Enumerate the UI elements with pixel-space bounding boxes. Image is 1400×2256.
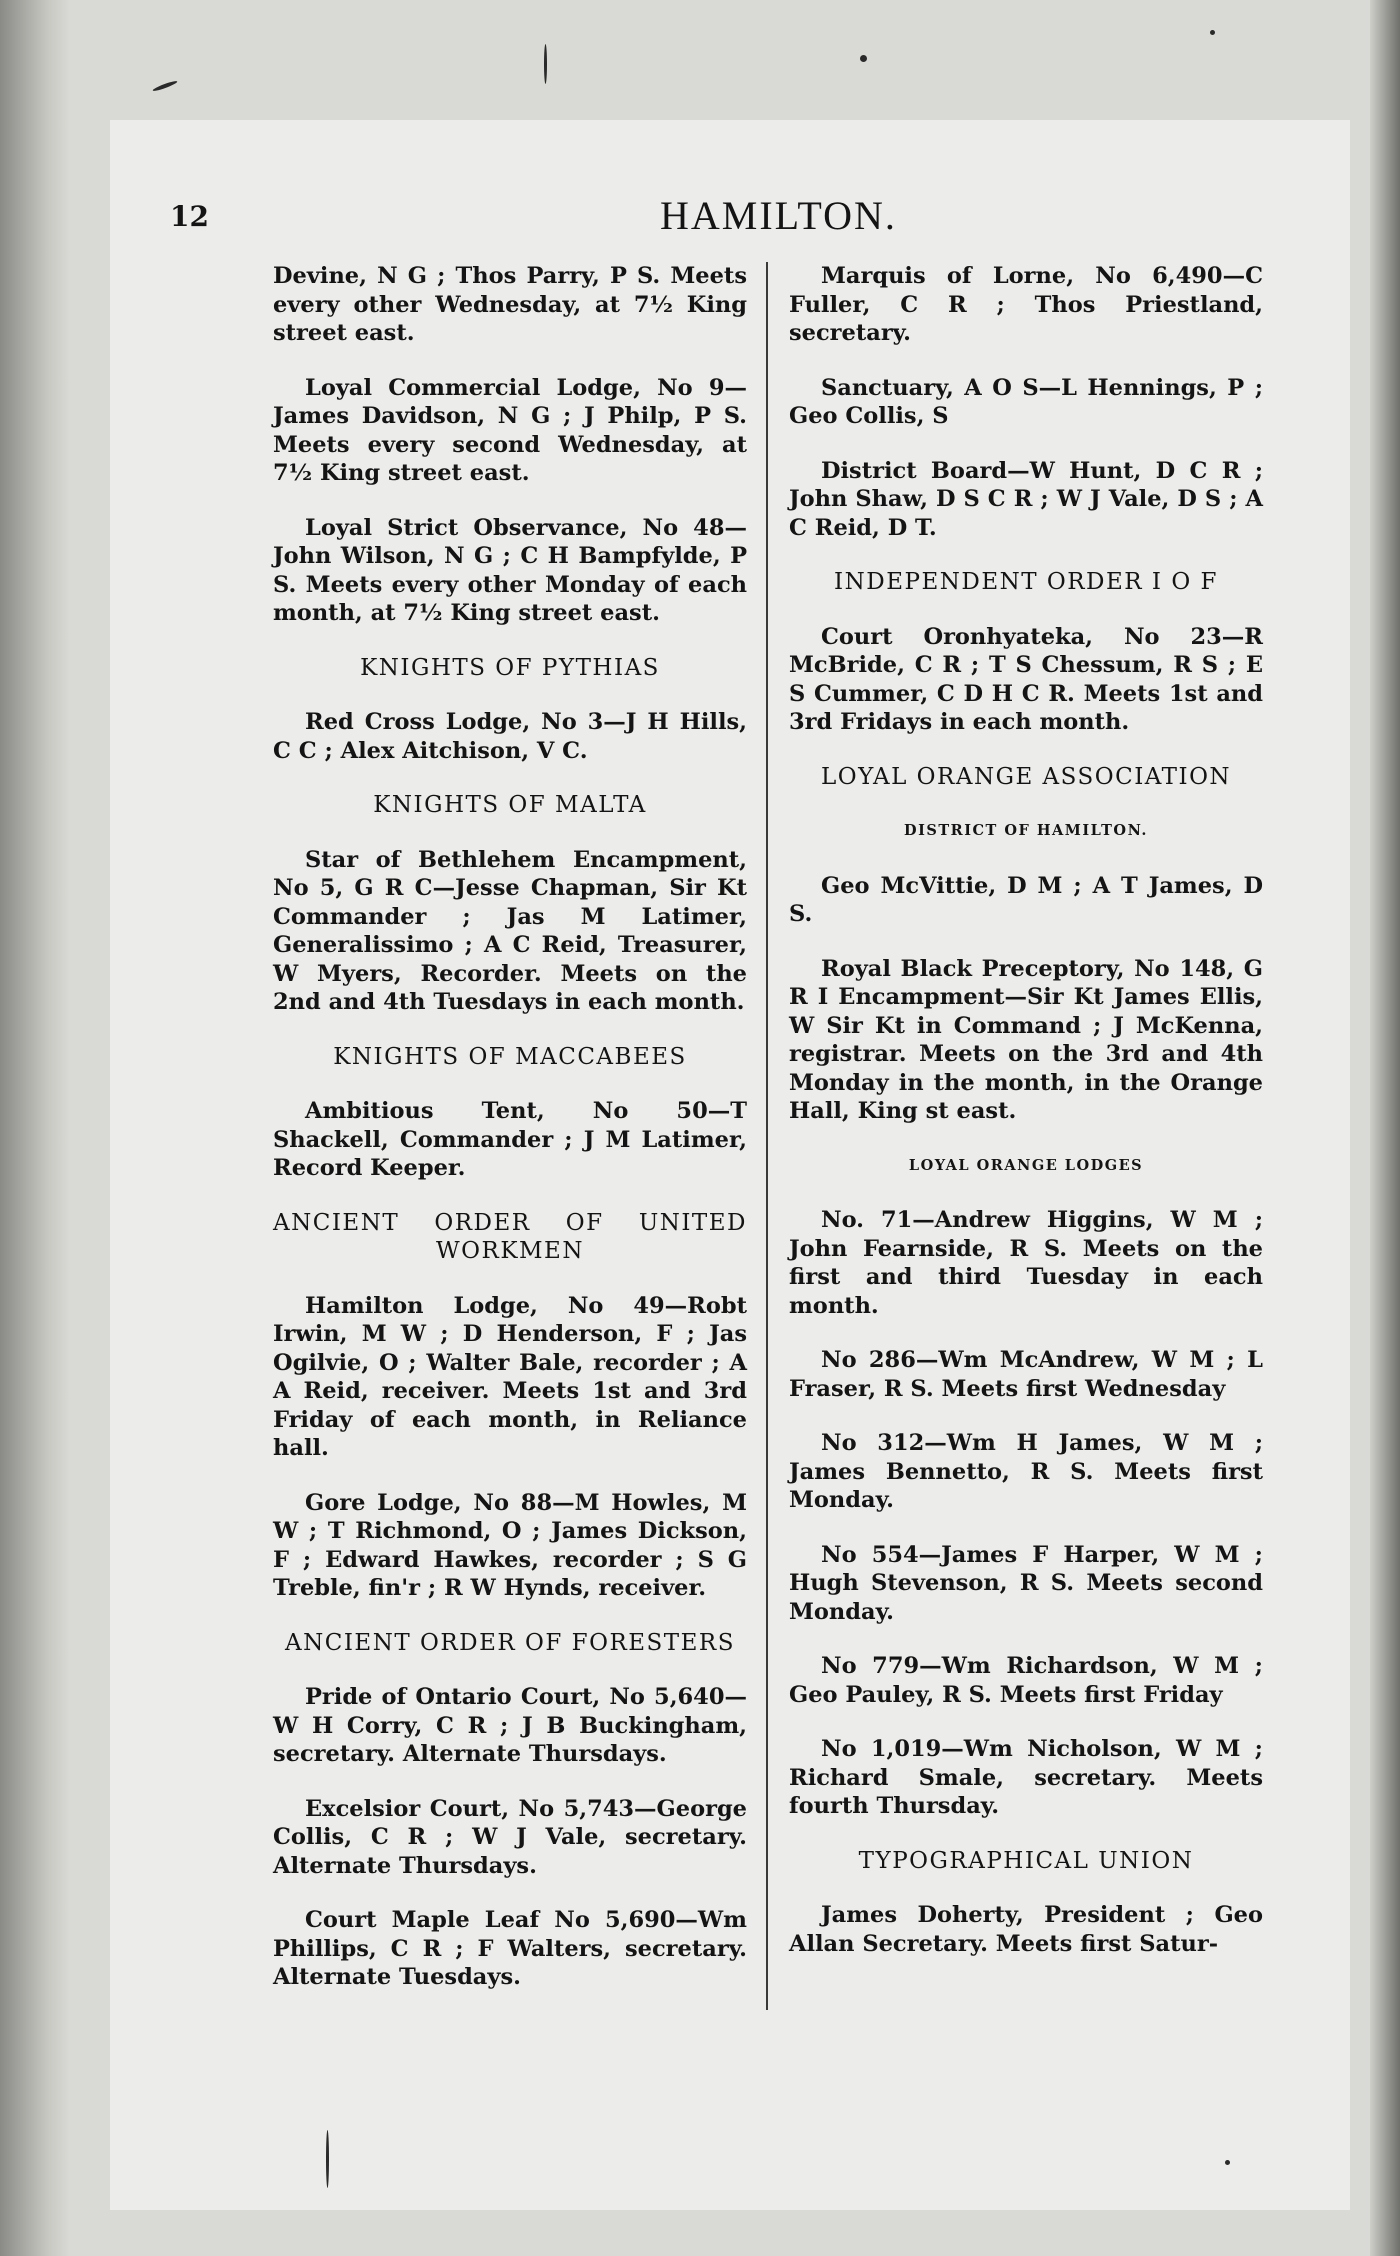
directory-entry: No 312—Wm H James, W M ; James Bennetto, R S. Meets first Monday.	[789, 1430, 1263, 1513]
running-title: HAMILTON.	[660, 193, 897, 238]
section-subheading: DISTRICT OF HAMILTON.	[904, 822, 1148, 839]
directory-entry: Ambitious Tent, No 50—T Shackell, Commander ; J M Latimer, Record Keeper.	[273, 1098, 747, 1181]
directory-entry: Red Cross Lodge, No 3—J H Hills, C C ; Alex Aitchison, V C.	[273, 709, 747, 764]
directory-entry: Geo McVittie, D M ; A T James, D S.	[789, 872, 1263, 927]
directory-entry: Hamilton Lodge, No 49—Robt Irwin, M W ; D Henderson, F ; Jas Ogilvie, O ; Walter Bale, recorder ; A A Reid, receiver. Meets 1st and 3rd Friday of each month, in Reliance hall.	[273, 1292, 747, 1461]
directory-entry: Court Oronhyateka, No 23—R McBride, C R ; T S Chessum, R S ; E S Cummer, C D H C R. Meets 1st and 3rd Fridays in each month.	[789, 623, 1263, 735]
scan-shadow-right	[1370, 0, 1400, 2256]
page-number: 12	[170, 200, 209, 233]
page-header	[170, 192, 1270, 242]
section-heading: INDEPENDENT ORDER I O F	[834, 569, 1218, 595]
directory-entry: Excelsior Court, No 5,743—George Collis, C R ; W J Vale, secretary. Alternate Thursdays.	[273, 1795, 747, 1879]
section-heading: LOYAL ORANGE ASSOCIATION	[820, 763, 1232, 790]
directory-entry: Loyal Strict Observance, No 48—John Wilson, N G ; C H Bampfylde, P S. Meets every other Monday of each month, at 7½ King street east.	[273, 514, 747, 626]
section-heading: ANCIENT ORDER OF FORESTERS	[284, 1629, 736, 1656]
section-heading: KNIGHTS OF MALTA	[373, 792, 647, 818]
directory-entry: Sanctuary, A O S—L Hennings, P ; Geo Collis, S	[789, 374, 1263, 429]
scan-shadow-left	[0, 0, 70, 2256]
directory-entry: No 1,019—Wm Nicholson, W M ; Richard Smale, secretary. Meets fourth Thursday.	[789, 1736, 1263, 1819]
directory-entry: No. 71—Andrew Higgins, W M ; John Fearnside, R S. Meets on the first and third Tuesday in each month.	[789, 1207, 1263, 1319]
directory-entry: James Doherty, President ; Geo Allan Secretary. Meets first Satur-	[789, 1902, 1263, 1957]
right-column	[789, 262, 1263, 1984]
section-heading: KNIGHTS OF MACCABEES	[333, 1043, 687, 1070]
directory-entry: Loyal Commercial Lodge, No 9—James Davidson, N G ; J Philp, P S. Meets every second Wednesday, at 7½ King street east.	[273, 374, 747, 486]
section-heading: ANCIENT ORDER OF UNITED WORKMEN	[273, 1209, 747, 1264]
directory-entry: Marquis of Lorne, No 6,490—C Fuller, C R ; Thos Priestland, secretary.	[789, 263, 1263, 346]
directory-entry: Pride of Ontario Court, No 5,640—W H Corry, C R ; J B Buckingham, secretary. Alternate Thursdays.	[273, 1684, 747, 1767]
left-column	[273, 262, 747, 2018]
directory-entry: Star of Bethlehem Encampment, No 5, G R C—Jesse Chapman, Sir Kt Commander ; Jas M Latimer, Generalissimo ; A C Reid, Treasurer, W Myers, Recorder. Meets on the 2nd and 4th Tuesdays in each month.	[273, 846, 747, 1015]
directory-entry: Gore Lodge, No 88—M Howles, M W ; T Richmond, O ; James Dickson, F ; Edward Hawkes, recorder ; S G Treble, fin'r ; R W Hynds, receiver.	[273, 1489, 747, 1601]
section-heading: KNIGHTS OF PYTHIAS	[360, 654, 660, 681]
directory-entry: Devine, N G ; Thos Parry, P S. Meets every other Wednesday, at 7½ King street east.	[273, 263, 747, 346]
section-heading: TYPOGRAPHICAL UNION	[858, 1847, 1194, 1874]
directory-entry: Royal Black Preceptory, No 148, G R I Encampment—Sir Kt James Ellis, W Sir Kt in Command ; J McKenna, registrar. Meets on the 3rd and 4th Monday in the month, in the Orange Hall, King st east.	[789, 955, 1263, 1124]
directory-entry: No 779—Wm Richardson, W M ; Geo Pauley, R S. Meets first Friday	[789, 1653, 1263, 1708]
directory-entry: Court Maple Leaf No 5,690—Wm Phillips, C R ; F Walters, secretary. Alternate Tuesdays.	[273, 1907, 747, 1990]
section-subheading: LOYAL ORANGE LODGES	[908, 1156, 1144, 1174]
directory-entry: District Board—W Hunt, D C R ; John Shaw, D S C R ; W J Vale, D S ; A C Reid, D T.	[789, 457, 1263, 541]
column-divider	[766, 262, 768, 2010]
directory-entry: No 286—Wm McAndrew, W M ; L Fraser, R S. Meets first Wednesday	[789, 1347, 1263, 1402]
directory-entry: No 554—James F Harper, W M ; Hugh Stevenson, R S. Meets second Monday.	[789, 1541, 1263, 1625]
